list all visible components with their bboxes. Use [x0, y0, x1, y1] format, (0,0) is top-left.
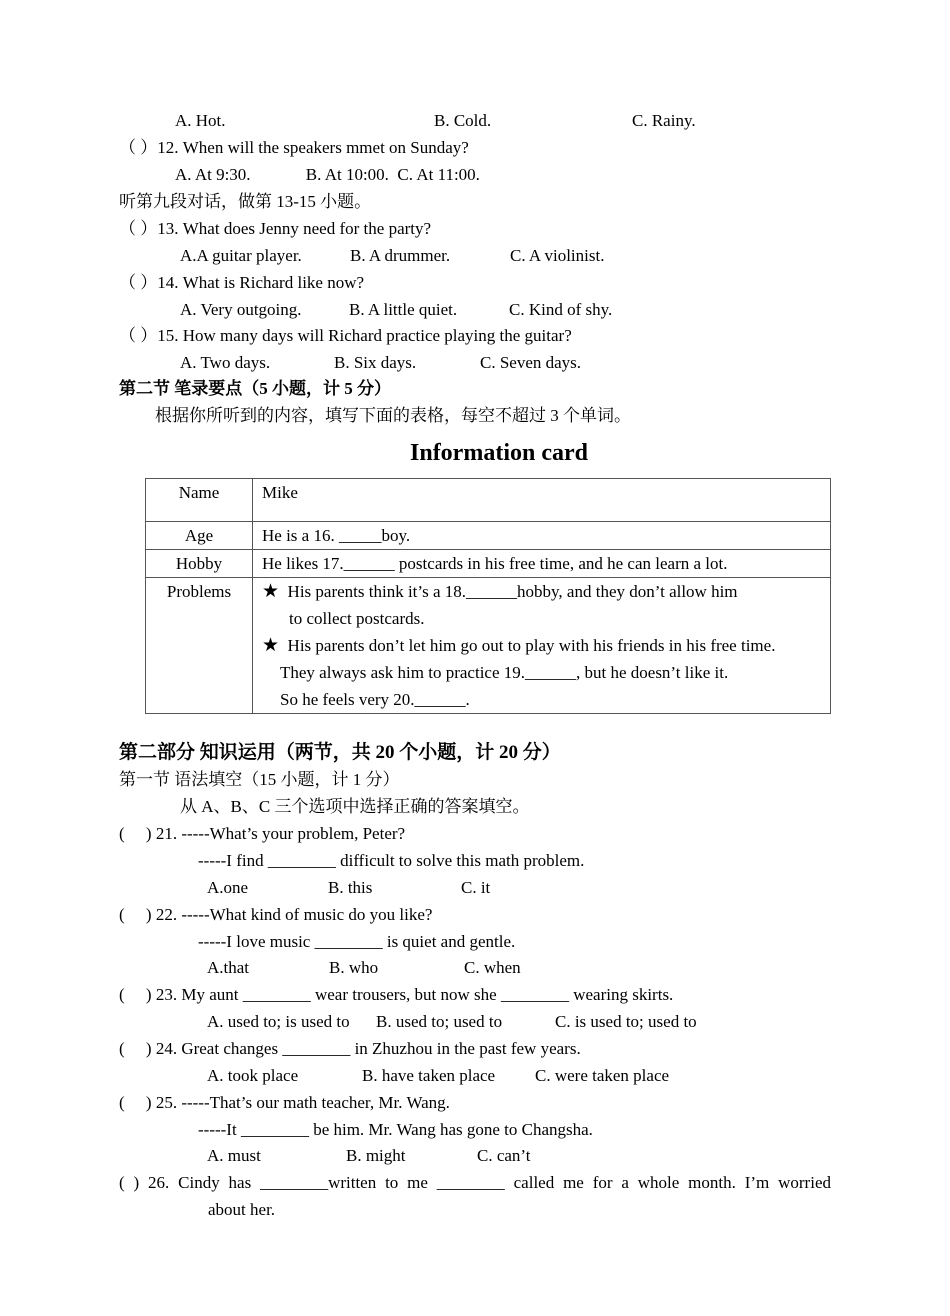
problems-label: Problems: [146, 578, 253, 714]
q24-option-c: C. were taken place: [535, 1066, 670, 1085]
section9-instruction: 听第九段对话，做第 13-15 小题。: [119, 192, 372, 211]
q25-stem: ( ) 25. -----That’s our math teacher, Mr. Wang.: [119, 1093, 450, 1112]
q21-reply: -----I find ________ difficult to solve this math problem.: [198, 851, 585, 870]
table-row-name: [146, 479, 831, 522]
problems-value: [253, 578, 831, 714]
q25-option-c: C. can’t: [477, 1146, 531, 1165]
age-value: He is a 16. _____boy.: [253, 522, 831, 550]
q21-option-a: A.one: [207, 878, 249, 897]
q23-stem: ( ) 23. My aunt ________ wear trousers, but now she ________ wearing skirts.: [119, 985, 674, 1004]
q26-stem: ( ) 26. Cindy has ________written to me ________ called me for a whole month. I’m worried: [119, 1173, 831, 1192]
q24-option-b: B. have taken place: [362, 1066, 496, 1085]
table-row-age: [146, 522, 831, 550]
q13-stem: （ ）13. What does Jenny need for the party?: [119, 219, 432, 238]
part2-section1-instruction: 从 A、B、C 三个选项中选择正确的答案填空。: [180, 797, 530, 816]
q14-option-a: A. Very outgoing.: [180, 300, 302, 319]
q25-option-b: B. might: [346, 1146, 406, 1165]
part1-section2-instruction: 根据你所听到的内容，填写下面的表格，每空不超过 3 个单词。: [155, 406, 631, 425]
problem1-line1: His parents think it’s a 18.______hobby, and they don’t allow him: [287, 582, 738, 601]
q11-option-b: B. Cold.: [434, 111, 492, 130]
q22-option-b: B. who: [329, 958, 379, 977]
problem2-line3: So he feels very 20.______.: [280, 690, 470, 709]
q12-options: A. At 9:30. B. At 10:00. C. At 11:00.: [175, 165, 480, 184]
star-icon: ★: [262, 635, 280, 656]
problem2-line2: They always ask him to practice 19.______, but he doesn’t like it.: [280, 663, 729, 682]
q15-option-a: A. Two days.: [180, 353, 271, 372]
name-value: Mike: [253, 479, 831, 522]
q15-stem: （ ）15. How many days will Richard practice playing the guitar?: [119, 326, 572, 345]
q13-option-c: C. A violinist.: [510, 246, 605, 265]
hobby-label: Hobby: [146, 550, 253, 578]
card-title: Information card: [410, 440, 588, 466]
q22-option-a: A.that: [207, 958, 250, 977]
q21-stem: ( ) 21. -----What’s your problem, Peter?: [119, 824, 406, 843]
part2-heading: 第二部分 知识运用（两节，共 20 个小题，计 20 分）: [119, 742, 561, 763]
q25-reply: -----It ________ be him. Mr. Wang has gone to Changsha.: [198, 1120, 593, 1139]
part1-section2-heading: 第二节 笔录要点（5 小题，计 5 分）: [119, 379, 391, 398]
q22-option-c: C. when: [464, 958, 521, 977]
q23-option-a: A. used to; is used to: [207, 1012, 350, 1031]
q15-option-b: B. Six days.: [334, 353, 417, 372]
q11-option-c: C. Rainy.: [632, 111, 696, 130]
q21-option-b: B. this: [328, 878, 373, 897]
problem1-line2: to collect postcards.: [289, 609, 425, 628]
star-icon: ★: [262, 581, 280, 602]
hobby-value: He likes 17.______ postcards in his free time, and he can learn a lot.: [253, 550, 831, 578]
table-row-problems: [146, 578, 831, 714]
q14-option-c: C. Kind of shy.: [509, 300, 613, 319]
q22-reply: -----I love music ________ is quiet and gentle.: [198, 932, 516, 951]
name-label: Name: [146, 479, 253, 522]
part2-section1-heading: 第一节 语法填空（15 小题，计 1 分）: [119, 770, 400, 789]
q22-stem: ( ) 22. -----What kind of music do you like?: [119, 905, 433, 924]
q15-option-c: C. Seven days.: [480, 353, 582, 372]
q12-stem: （ ）12. When will the speakers mmet on Sunday?: [119, 138, 469, 157]
table-row-hobby: [146, 550, 831, 578]
q21-option-c: C. it: [461, 878, 491, 897]
q11-option-a: A. Hot.: [175, 111, 226, 130]
q13-option-b: B. A drummer.: [350, 246, 451, 265]
q13-option-a: A.A guitar player.: [180, 246, 302, 265]
q24-stem: ( ) 24. Great changes ________ in Zhuzhou in the past few years.: [119, 1039, 581, 1058]
q26-continuation: about her.: [208, 1200, 276, 1219]
q23-option-c: C. is used to; used to: [555, 1012, 697, 1031]
q14-stem: （ ）14. What is Richard like now?: [119, 273, 365, 292]
age-label: Age: [146, 522, 253, 550]
q24-option-a: A. took place: [207, 1066, 299, 1085]
q23-option-b: B. used to; used to: [376, 1012, 503, 1031]
information-card-table: [145, 478, 831, 714]
q14-option-b: B. A little quiet.: [349, 300, 458, 319]
q25-option-a: A. must: [207, 1146, 261, 1165]
problem2-line1: His parents don’t let him go out to play with his friends in his free time.: [287, 636, 776, 655]
